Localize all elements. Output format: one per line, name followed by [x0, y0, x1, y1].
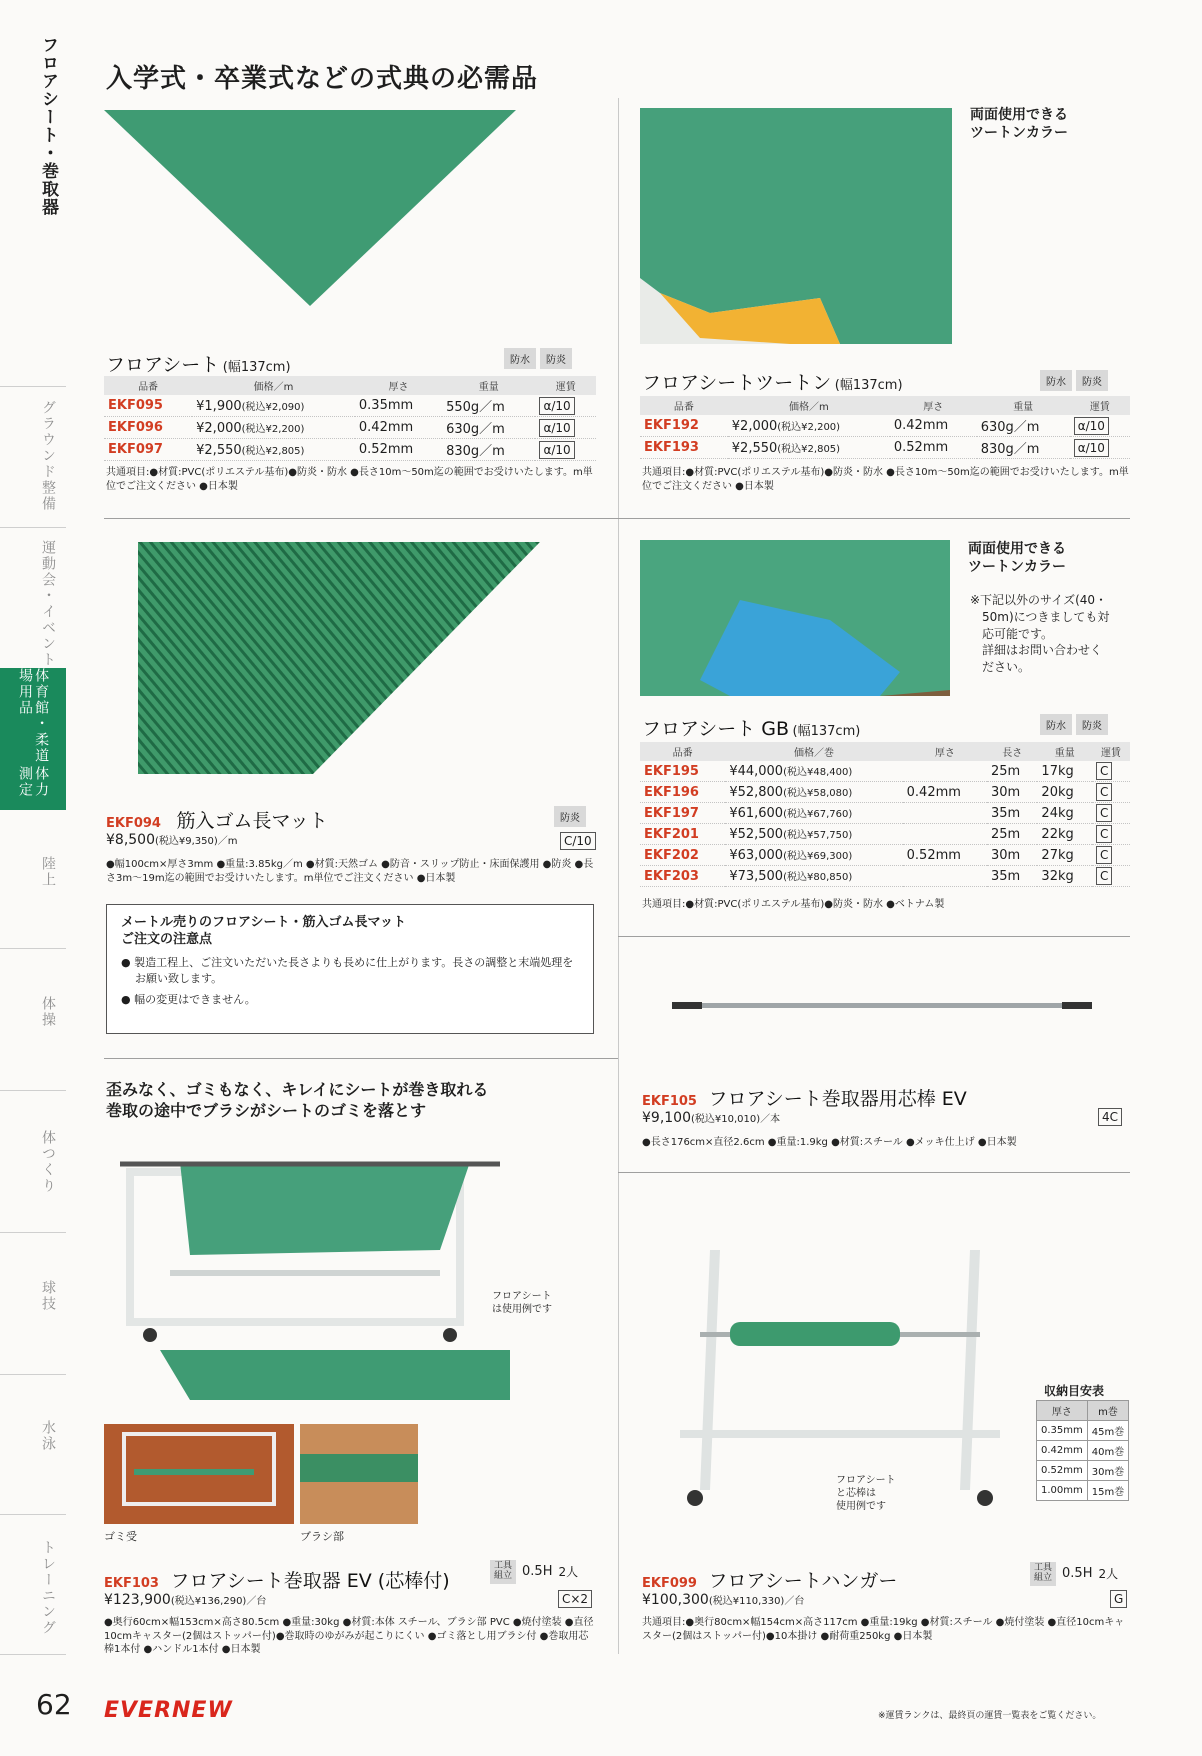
row-weight: 550g／m [442, 395, 535, 417]
caution-item: ● 幅の変更はできません。 [121, 992, 256, 1006]
assembly-people: 2人 [558, 1565, 579, 1580]
gb-title-row [642, 714, 860, 741]
twotone-callout [970, 106, 1068, 142]
gb-note: 共通項目:●材質:PVC(ポリエステル基布)●防炎・防水 ●ベトナム製 [642, 899, 945, 910]
row-price: ¥2,550 [196, 442, 242, 458]
dust-tray-photo [104, 1424, 294, 1524]
callout-line: ツートンカラー [970, 125, 1068, 142]
callout-line: 両面使用できる [970, 107, 1068, 123]
table-row: EKF201 ¥52,500(税込¥57,750) 25m 22kg C [640, 824, 1130, 845]
winder-name: フロアシート巻取器 EV (芯棒付) [170, 1570, 450, 1592]
table-row [104, 439, 596, 461]
hanger-assembly [1030, 1562, 1118, 1586]
row-rank: α/10 [539, 397, 574, 415]
winder-price-row [104, 1592, 266, 1608]
tab-track[interactable]: 陸上 [40, 856, 56, 888]
row-tax: (税込¥2,090) [241, 401, 305, 413]
note-line: 応可能です。 [982, 626, 1054, 641]
caution-item: ● 製造工程上、ご注文いただいた長さよりも長めに仕上がります。長さの調整と末端処理をお願い致します。 [121, 955, 574, 985]
row-rank: α/10 [1074, 417, 1109, 435]
stock-table: 厚さ m巻 0.35mm 45m巻 0.42mm 40m巻 0.52mm 30m巻 1.00mm 15m巻 [1036, 1400, 1129, 1501]
badge-fireproof: 防炎 [540, 348, 572, 369]
tab-gym-active[interactable] [0, 668, 66, 810]
assembly-badge: 工具 組立 [490, 1560, 516, 1584]
dust-tray-label: ゴミ受 [104, 1530, 137, 1543]
category-title: フロアシート・巻取器 [38, 36, 58, 216]
rod-title-row [642, 1084, 967, 1111]
th-thick: 厚さ [890, 396, 977, 415]
badge-fireproof: 防炎 [1076, 370, 1108, 391]
assembly-badge: 工具 組立 [1030, 1562, 1056, 1586]
row-thick: 0.52mm [890, 437, 977, 459]
rubbermat-unit: ／m [217, 836, 238, 847]
winder-photo-note [492, 1290, 552, 1316]
row-thick: 0.52mm [355, 439, 442, 461]
tab-gymnastics[interactable]: 体操 [40, 996, 56, 1028]
page-number: 62 [36, 1688, 72, 1721]
rubbermat-rank: C/10 [560, 832, 596, 850]
winder-photo [110, 1150, 510, 1400]
row-code: EKF097 [104, 439, 192, 461]
gb-badges [1036, 714, 1108, 735]
tab-ground[interactable]: グラウンド整備 [40, 400, 56, 512]
badge-fireproof: 防炎 [554, 806, 586, 827]
th-weight: 重量 [977, 396, 1070, 415]
row-price: ¥2,550 [731, 440, 778, 456]
winder-price: ¥123,900 [104, 1592, 171, 1608]
tab-gym-label: 体育館・柔道場用品 [17, 668, 50, 764]
hanger-price: ¥100,300 [642, 1592, 709, 1608]
table-row [640, 415, 1130, 437]
order-caution-box [106, 904, 594, 1034]
row-tax: (税込¥2,200) [241, 423, 305, 435]
badge-waterproof: 防水 [1040, 370, 1072, 391]
tab-ball[interactable]: 球技 [40, 1280, 56, 1312]
footer-note: ※運賃ランクは、最終頁の運賃一覧表をご覧ください。 [878, 1711, 1102, 1721]
row-weight: 830g／m [442, 439, 535, 461]
gb-name: フロアシート GB [642, 718, 790, 740]
table-row [640, 437, 1130, 459]
table-row [104, 417, 596, 439]
winder-note: ●奥行60cm×幅153cm×高さ80.5cm ●重量:30kg ●材質:本体 スチール、ブラシ部 PVC ●焼付塗装 ●直径10cmキャスター(2個はストッパー付)●巻取時のゆがみが起こりにくい ●ゴミ落とし用ブラシ付 ●巻取用芯棒1本付 ●ハンドル1本付 ●日本製 [104, 1617, 594, 1655]
twotone-table [640, 396, 1130, 459]
rod-unit: ／本 [760, 1114, 781, 1125]
note-line: 50m)につきましても対 [982, 609, 1110, 624]
note-line: 詳細はお問い合わせく [982, 643, 1103, 658]
winder-title-row [104, 1566, 450, 1593]
row-price: ¥2,000 [731, 418, 778, 434]
winder-code: EKF103 [104, 1576, 159, 1591]
row-weight: 630g／m [442, 417, 535, 439]
row-rank: α/10 [539, 419, 574, 437]
page-title: 入学式・卒業式などの式典の必需品 [106, 64, 539, 94]
row-weight: 630g／m [977, 415, 1070, 437]
assembly-time: 0.5H [1062, 1566, 1093, 1582]
side-index [0, 0, 66, 1700]
gb-size-note [970, 592, 1109, 676]
rod-price-row [642, 1110, 780, 1126]
winder-tax: (税込¥136,290) [170, 1596, 247, 1607]
gb-callout [968, 540, 1066, 576]
hanger-tax: (税込¥110,330) [708, 1596, 785, 1607]
caution-title: メートル売りのフロアシート・筋入ゴム長マット [121, 915, 406, 930]
row-code: EKF096 [104, 417, 192, 439]
table-row: EKF203 ¥73,500(税込¥80,850) 35m 32kg C [640, 866, 1130, 887]
twotone-width: (幅137cm) [834, 378, 903, 393]
floorsheet-table [104, 376, 596, 461]
winder-rank: C×2 [558, 1590, 592, 1608]
table-row [104, 395, 596, 417]
table-row: EKF202 ¥63,000(税込¥69,300) 0.52mm 30m 27kg C [640, 845, 1130, 866]
hanger-note: 共通項目:●奥行80cm×幅154cm×高さ117cm ●重量:19kg ●材質:スチール ●焼付塗装 ●直径10cmキャスター(2個はストッパー付)●10本掛け ●耐荷重250kg ●日本製 [642, 1617, 1125, 1642]
rubbermat-title-row [106, 806, 328, 833]
row-rank: α/10 [1074, 439, 1109, 457]
th-ship: 運賃 [535, 376, 596, 395]
rubbermat-note: ●幅100cm×厚さ3mm ●重量:3.85kg／m ●材質:天然ゴム ●防音・スリップ防止・床面保護用 ●防炎 ●長さ3m～19m迄の範囲でお受けいたします。m単位でご注文ください ●日本製 [106, 859, 594, 884]
caution-item-text: 製造工程上、ご注文いただいた長さよりも長めに仕上がります。長さの調整と末端処理をお願い致します。 [134, 955, 574, 985]
rubbermat-code: EKF094 [106, 816, 161, 831]
floorsheet-name: フロアシート [106, 354, 220, 376]
callout-line: 両面使用できる [968, 541, 1066, 557]
floorsheet-width: (幅137cm) [222, 360, 291, 375]
rubbermat-tax: (税込¥9,350) [155, 836, 218, 847]
note-line: は使用例です [492, 1304, 552, 1315]
rod-price: ¥9,100 [642, 1110, 691, 1126]
rubbermat-photo [138, 542, 540, 774]
table-row: EKF196 ¥52,800(税込¥58,080) 0.42mm 30m 20kg C [640, 782, 1130, 803]
th-code: 品番 [104, 376, 192, 395]
th-ship: 運賃 [1070, 396, 1130, 415]
caution-title: ご注文の注意点 [121, 931, 213, 947]
hanger-unit: ／台 [784, 1596, 805, 1607]
brush-label: ブラシ部 [300, 1530, 344, 1543]
row-thick: 0.35mm [355, 395, 442, 417]
row-weight: 830g／m [977, 437, 1070, 459]
brush-photo [300, 1424, 418, 1524]
headline-line: 歪みなく、ゴミもなく、キレイにシートが巻き取れる [106, 1080, 489, 1099]
th-code: 品番 [640, 396, 728, 415]
twotone-name: フロアシートツートン [642, 372, 832, 394]
hanger-photo-note: フロアシート と芯棒は 使用例です [836, 1475, 896, 1512]
table-row: EKF195 ¥44,000(税込¥48,400) 25m 17kg C [640, 761, 1130, 782]
th-price: 価格／m [728, 396, 890, 415]
floorsheet-title-row [106, 350, 291, 377]
row-tax: (税込¥2,200) [777, 421, 841, 433]
twotone-badges [1036, 370, 1108, 391]
row-thick: 0.42mm [890, 415, 977, 437]
row-code: EKF193 [640, 437, 728, 459]
hanger-title-row [642, 1566, 897, 1593]
th-price: 価格／m [192, 376, 355, 395]
stock-table-title: 収納目安表 [1044, 1384, 1105, 1398]
headline-line: 巻取の途中でブラシがシートのゴミを落とす [106, 1100, 427, 1120]
rubbermat-name: 筋入ゴム長マット [176, 810, 328, 832]
badge-waterproof: 防水 [1040, 714, 1072, 735]
row-price: ¥1,900 [196, 398, 242, 414]
floorsheet-badges [500, 348, 572, 369]
gb-width: (幅137cm) [792, 724, 861, 739]
rubbermat-price: ¥8,500 [106, 832, 155, 848]
winder-headline [106, 1080, 488, 1122]
hanger-code: EKF099 [642, 1576, 697, 1591]
hanger-price-row [642, 1592, 804, 1608]
note-line: フロアシート [492, 1291, 552, 1302]
badge-waterproof: 防水 [504, 348, 536, 369]
row-thick: 0.42mm [355, 417, 442, 439]
th-thick: 厚さ [355, 376, 442, 395]
rod-note: ●長さ176cm×直径2.6cm ●重量:1.9kg ●材質:スチール ●メッキ仕上げ ●日本製 [642, 1137, 1017, 1148]
winder-assembly [490, 1560, 578, 1584]
badge-fireproof: 防炎 [1076, 714, 1108, 735]
hanger-rank: G [1110, 1590, 1127, 1608]
row-tax: (税込¥2,805) [241, 445, 305, 457]
rubbermat-price-row [106, 832, 238, 848]
gb-photo [640, 540, 950, 696]
hanger-photo [660, 1240, 1020, 1510]
rod-code: EKF105 [642, 1094, 697, 1109]
tab-training[interactable]: トレーニング [40, 1540, 56, 1636]
twotone-photo [640, 108, 952, 344]
note-line: ※下記以外のサイズ(40・ [970, 593, 1108, 607]
twotone-title-row [642, 368, 903, 395]
note-line: ださい。 [982, 660, 1031, 675]
row-price: ¥2,000 [196, 420, 242, 436]
rubbermat-badges [550, 806, 586, 827]
hanger-name: フロアシートハンガー [708, 1570, 898, 1592]
rod-photo [672, 1000, 1092, 1012]
rod-tax: (税込¥10,010) [691, 1114, 761, 1125]
tab-events[interactable]: 運動会・イベント [40, 540, 56, 668]
table-row: EKF197 ¥61,600(税込¥67,760) 35m 24kg C [640, 803, 1130, 824]
callout-line: ツートンカラー [968, 559, 1066, 576]
tab-body[interactable]: 体つくり [40, 1130, 56, 1194]
twotone-note: 共通項目:●材質:PVC(ポリエステル基布)●防炎・防水 ●長さ10m～50m迄の範囲でお受けいたします。m単位でご注文ください ●日本製 [642, 467, 1129, 492]
floorsheet-note: 共通項目:●材質:PVC(ポリエステル基布)●防炎・防水 ●長さ10m～50m迄の範囲でお受けいたします。m単位でご注文ください ●日本製 [106, 467, 593, 492]
th-weight: 重量 [442, 376, 535, 395]
rod-rank: 4C [1098, 1108, 1122, 1126]
assembly-time: 0.5H [522, 1564, 553, 1580]
tab-swim[interactable]: 水泳 [40, 1420, 56, 1452]
row-code: EKF192 [640, 415, 728, 437]
winder-unit: ／台 [246, 1596, 267, 1607]
gb-table: 品番 価格／巻 厚さ 長さ 重量 運賃 EKF195 ¥44,000(税込¥48,400) 25m 17kg C EKF196 ¥52,800(税込¥58,080) 0.42mm 30m 20kg C EKF197 ¥61,600(税込¥67,760) 35m 24kg C EKF201 ¥52,500(税込¥57,750) 25m 22kg C EKF202 ¥63,000(税込¥69,300) 0.52mm 30m 27kg C EKF203 ¥73,500(税込¥80,850) 35m 32kg C [640, 742, 1130, 887]
row-tax: (税込¥2,805) [777, 443, 841, 455]
caution-item-text: 幅の変更はできません。 [134, 992, 256, 1006]
tab-fitness-label: 体力測定 [17, 766, 50, 799]
row-code: EKF095 [104, 395, 192, 417]
row-rank: α/10 [539, 441, 574, 459]
floorsheet-photo [104, 110, 516, 306]
assembly-people: 2人 [1098, 1567, 1119, 1582]
brand-logo: EVERNEW [104, 1698, 233, 1723]
rod-name: フロアシート巻取器用芯棒 EV [708, 1088, 967, 1110]
